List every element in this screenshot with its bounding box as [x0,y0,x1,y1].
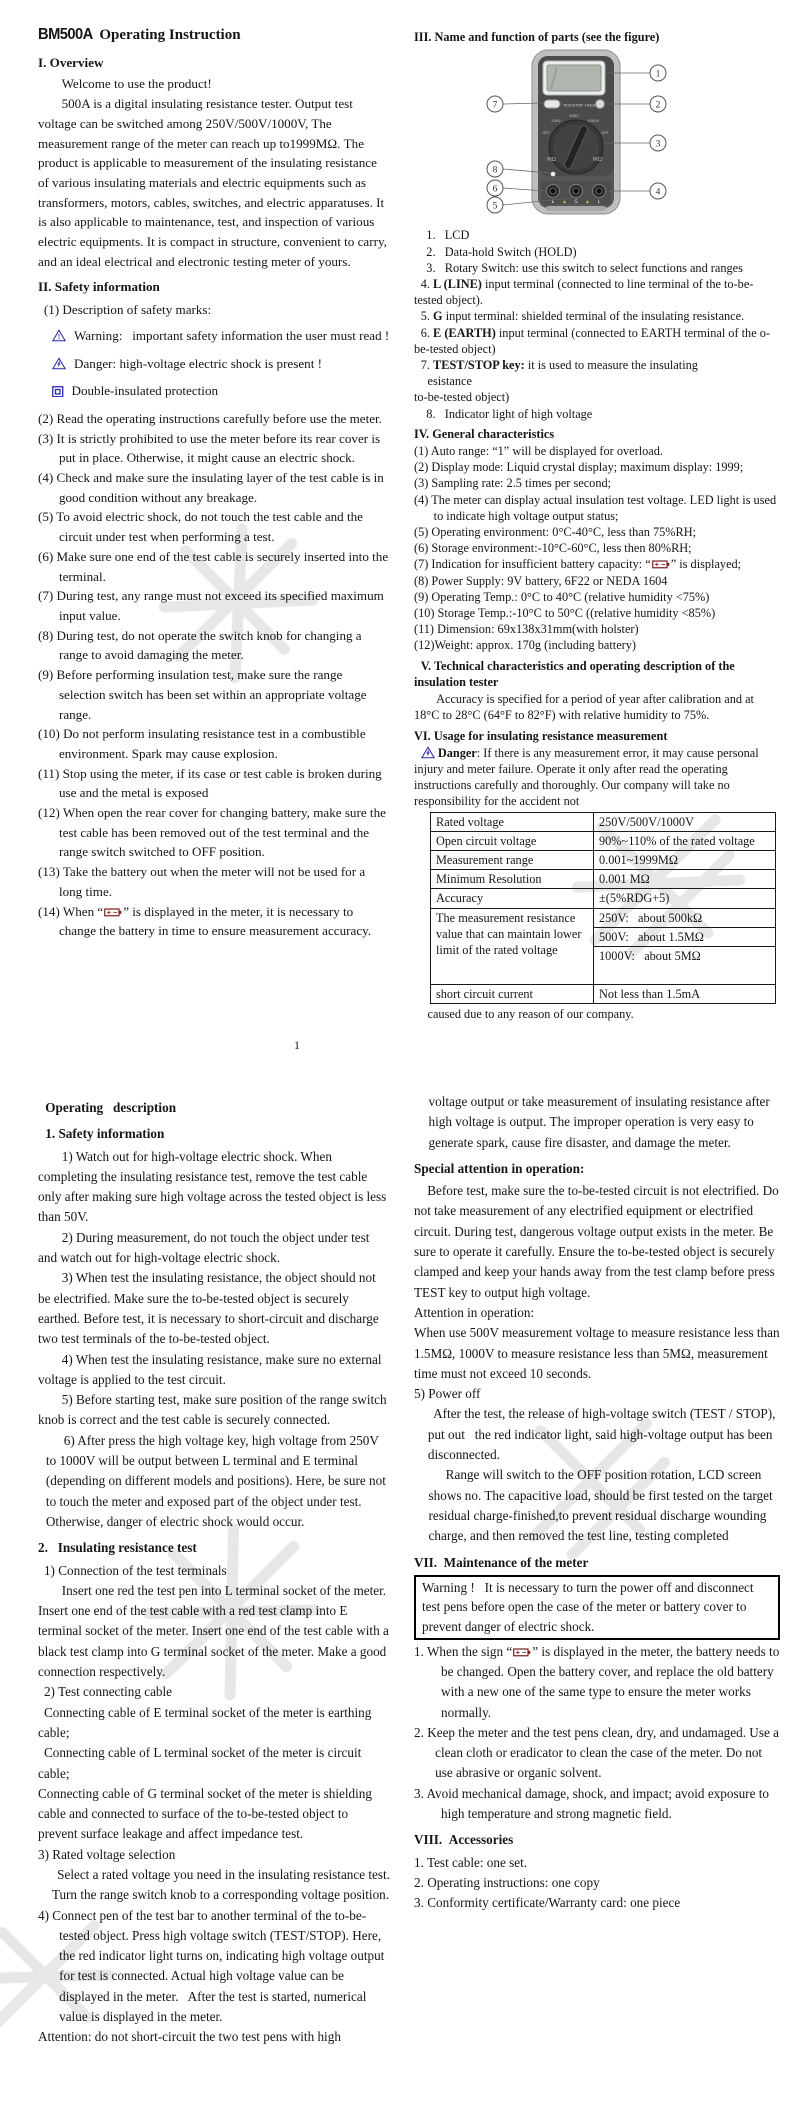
paragraph: (1) Auto range: “1” will be displayed for overload. [414,444,663,459]
table-row [431,889,776,908]
spec-key: Measurement range [431,850,594,869]
safety-item [52,381,390,403]
paragraph: 3) Rated voltage selection [38,1846,176,1862]
paragraph: caused due to any reason of our company. [427,1007,634,1022]
battery-low-icon [103,904,123,919]
paragraph: 1. Test cable: one set. [414,1854,528,1870]
spec-value: 250V/500V/1000V [594,812,776,831]
hv-indicator-light [551,172,556,177]
paragraph: (4) Check and make sure the insulating layer of the test cable is in good condition without any breakage. [38,470,384,505]
paragraph: When use 500V measurement voltage to measure resistance less than 1.5MΩ, 1000V to measure resistance less than 5MΩ, measurement time must not exceed 10 seconds. [414,1325,780,1381]
paragraph: (7) Indication for insufficient battery capacity: “ ” is displayed; [414,557,742,572]
section-heading: VIII. Accessories [414,1832,514,1848]
section-heading: Special attention in operation: [414,1160,585,1176]
paragraph: (11) Dimension: 69x138x31mm(with holster) [414,622,639,637]
paragraph: (10) Storage Temp.:-10°C to 50°C ((relative humidity <85%) [414,606,716,621]
svg-text:1000V: 1000V [586,118,600,124]
paragraph: 4. L (LINE) input terminal (connected to line terminal of the to-be-tested object). [414,277,754,308]
paragraph: (6) Make sure one end of the test cable is securely inserted into the terminal. [38,548,389,584]
meter-body [532,50,620,214]
warning-triangle-icon [52,328,66,348]
callout-1: 1 [655,69,661,80]
paragraph: 500A is a digital insulating resistance tester. Output test voltage can be switched among 250V/500V/1000V, The measurement range of the meter can reach up to1999MΩ. The product is applicable to measurement of the insulating resistance of various insulating materials and electric equipments such as transformers, motors, cables, switches, and electric apparatuses. It is also applicable to maintenance, test, and inspection of various electric equipments. It is compact in structure, convenient to carry, and an ideal electrical and electronic testing meter of yours. [38,96,387,269]
double-insulation-icon [52,383,64,403]
svg-text:MΩ: MΩ [547,157,556,164]
paragraph: 1. When the sign “ ” is displayed in the meter, the battery needs to be changed. Open the battery cover, and replace the old battery with a new one of the same type to ensure the meter works normally. [414,1643,780,1720]
paragraph: Connecting cable of G terminal socket of the meter is shielding cable and connected to surface of the to-be-tested object to prevent surface leakage and affect impedance test. [38,1785,372,1842]
callout-2: 2 [655,100,661,111]
svg-text:!: ! [57,331,61,341]
paragraph: 8. Indicator light of high voltage [426,406,593,421]
spec-key: Rated voltage [431,812,594,831]
safety-item [52,354,390,376]
insulation-tester-figure [426,48,726,220]
paragraph: Range will switch to the OFF position rotation, LCD screen shows no. The capacitive load, should be first tested on the target residual charge-finished,to prevent residual discharge wounding charge, and then removed the test line, testing completed [428,1467,773,1544]
paragraph: 7. TEST/STOP key: it is used to measure the insulating [420,358,698,373]
safety-item-text: Danger: high-voltage electric shock is present ! [74,355,322,371]
page2-left-column [38,1092,390,2048]
paragraph: Danger: If there is any measurement error, it may cause personal injury and meter failure. Operate it only after read the operating instructions carefully and thoroughly. Our company will take no responsibility for the accident not [414,745,759,809]
callout-8: 8 [492,165,498,176]
callout-7: 7 [492,100,498,111]
paragraph: 2. Data-hold Switch (HOLD) [426,244,577,259]
paragraph: Connecting cable of L terminal socket of the meter is circuit cable; [38,1745,362,1781]
paragraph: 3. Rotary Switch: use this switch to select functions and ranges [426,260,743,275]
svg-text:HOLD: HOLD [585,103,596,108]
paragraph: Connecting cable of E terminal socket of the meter is earthing cable; [38,1704,372,1740]
lcd-screen [547,65,601,91]
paragraph: voltage output or take measurement of insulating resistance after high voltage is output. The improper operation is very easy to generate spark, cause fire disaster, and damage the meter. [428,1094,770,1150]
paragraph: 2) During measurement, do not touch the object under test and watch out for high-voltage electric shock. [38,1229,370,1266]
spec-table [430,812,776,1005]
warning-triangle-mark: ▲ [563,198,566,204]
table-row [431,870,776,889]
paragraph: to-be-tested object) [414,390,510,405]
paragraph: (12)Weight: approx. 170g (including battery) [414,638,637,653]
paragraph: 6) After press the high voltage key, high voltage from 250V to 1000V will be output between L terminal and E terminal (depending on different models and positions). Here, be sure not to touch the meter and exposed part of the object under test. Otherwise, danger of electric shock would occur. [45,1432,386,1529]
paragraph: (5) Operating environment: 0°C-40°C, less than 75%RH; [414,525,697,540]
warning-triangle-mark: ▲ [586,198,589,204]
spec-value: ±(5%RDG+5) [594,889,776,908]
meter-figure [426,48,780,224]
section-heading: VII. Maintenance of the meter [414,1554,589,1570]
table-row [431,908,776,927]
paragraph: (13) Take the battery out when the meter will not be used for a long time. [38,864,366,899]
svg-text:TEST/STOP: TEST/STOP [563,103,583,108]
paragraph: 2. Operating instructions: one copy [414,1874,600,1890]
svg-text:MΩ: MΩ [593,157,602,164]
paragraph: (2) Display mode: Liquid crystal display; maximum display: 1999; [414,460,744,475]
spec-value: 500V: about 1.5MΩ [594,927,776,946]
table-row [431,985,776,1004]
paragraph: (5) To avoid electric shock, do not touch the test cable and the circuit under test when performing a test. [38,509,363,545]
paragraph: (3) Sampling rate: 2.5 times per second; [414,476,612,491]
paragraph: 5) Power off [414,1386,481,1402]
paragraph: 3. Avoid mechanical damage, shock, and impact; avoid exposure to high temperature and strong magnetic field. [414,1785,769,1821]
terminal-e [547,185,560,198]
doc-title: BM500A Operating Instruction [38,26,241,43]
spec-key: Minimum Resolution [431,870,594,889]
section-heading: I. Overview [38,54,104,70]
section-heading: 1. Safety information [45,1126,165,1142]
spec-key: short circuit current [431,985,594,1004]
spec-value: 250V: about 500kΩ [594,908,776,927]
section-heading: V. Technical characteristics and operating description of the insulation tester [414,658,735,689]
paragraph: Attention: do not short-circuit the two test pens with high [38,2029,341,2045]
paragraph: esistance [427,374,472,389]
paragraph: (9) Before performing insulation test, make sure the range selection switch has been set within an appropriate voltage range. [38,667,367,722]
paragraph: (11) Stop using the meter, if its case or test cable is broken during use and the metal is exposed [38,765,382,801]
safety-item-text: Double-insulated protection [71,383,219,399]
section-heading: II. Safety information [38,279,160,295]
hold-button [596,100,605,109]
paragraph: (9) Operating Temp.: 0°C to 40°C (relative humidity <75%) [414,589,710,604]
paragraph: (8) During test, do not operate the switch knob for changing a range to avoid damaging the meter. [38,627,362,663]
paragraph: (3) It is strictly prohibited to use the meter before its rear cover is put in place. Otherwise, it might cause an electric shock. [38,430,381,466]
spec-value: 1000V: about 5MΩ [594,946,776,984]
callout-3: 3 [655,139,661,150]
safety-item [52,326,390,348]
svg-text:500V: 500V [569,113,579,119]
spec-key-merged: The measurement resistance value that can maintain lower limit of the rated voltage [431,908,594,985]
spec-table-wrap [430,812,780,1005]
page-2 [0,1092,800,2048]
terminal-g [570,185,583,198]
page2-right-column [414,1092,780,2048]
paragraph: Select a rated voltage you need in the insulating resistance test. Turn the range switch knob to a corresponding voltage position. [51,1866,390,1903]
spec-value: 90%~110% of the rated voltage [594,831,776,850]
callout-6: 6 [492,184,498,195]
paragraph: 5. G input terminal: shielded terminal of the insulating resistance. [420,309,745,324]
paragraph: 1. LCD [426,228,470,243]
paragraph: Accuracy is specified for a period of year after calibration and at 18°C to 28°C (64°F to 82°F) with relative humidity to 75%. [414,692,754,723]
table-row [431,850,776,869]
paragraph: (14) When “ ” is displayed in the meter, it is necessary to change the battery in time to ensure measurement accuracy. [38,903,372,939]
paragraph: 3. Conformity certificate/Warranty card: one piece [414,1895,681,1911]
paragraph: 1) Connection of the test terminals [43,1562,227,1578]
paragraph: (1) Description of safety marks: [43,302,212,318]
table-row [431,831,776,850]
paragraph: (7) During test, any range must not exceed its specified maximum input value. [38,588,384,623]
warning-box: Warning ! It is necessary to turn the power off and disconnect test pens before open the case of the meter or battery cover to prevent danger of electric shock. [414,1575,780,1640]
paragraph: 3) When test the insulating resistance, the object should not be electrified. Make sure the to-be-tested object is securely earthed. Before test, it is necessary to short-circuit and discharge two test terminals of the to-be-tested object. [38,1270,379,1347]
page1-right-column [414,25,780,1023]
section-heading: III. Name and function of parts (see the figure) [414,30,660,44]
paragraph: (8) Power Supply: 9V battery, 6F22 or NEDA 1604 [414,573,668,588]
svg-text:OFF: OFF [601,130,609,136]
page1-left-column [38,25,390,1023]
spec-value: Not less than 1.5mA [594,985,776,1004]
spec-key: Open circuit voltage [431,831,594,850]
paragraph: Attention in operation: [414,1304,535,1320]
paragraph: 2. Keep the meter and the test pens clean, dry, and undamaged. Use a clean cloth or eradicator to clean the case of the meter. Do not use abrasive or organic solvent. [414,1724,779,1781]
test-stop-button [544,100,560,108]
paragraph: 6. E (EARTH) input terminal (connected to EARTH terminal of the o-be-tested object) [414,325,770,356]
section-heading: IV. General characteristics [414,426,555,441]
paragraph: (2) Read the operating instructions carefully before use the meter. [38,410,382,426]
battery-low-icon [651,557,671,571]
page-1 [0,25,800,1023]
terminal-l [593,185,606,198]
paragraph: Insert one red the test pen into L terminal socket of the meter. Insert one end of the test cable with a red test clamp into E terminal socket of the meter. Insert one end of the test cable with a black test clamp into G terminal socket of the meter. Make a good connection respectively. [38,1582,389,1680]
paragraph: (10) Do not perform insulating resistance test in a combustible environment. Spark may cause explosion. [38,726,366,761]
section-heading: 2. Insulating resistance test [38,1540,197,1556]
paragraph: Before test, make sure the to-be-tested circuit is not electrified. Do not take measurement of any electrified equipment or electrified circuit. During test, dangerous voltage output exists in the meter. Be sure to operate it carefully. Ensure the to-be-tested object is securely clamped and keep your hands away from the test clamp before press TEST key to output high voltage. [414,1183,779,1300]
table-row [431,812,776,831]
section-heading: VI. Usage for insulating resistance measurement [414,728,668,743]
svg-text:L: L [597,199,601,205]
paragraph: 4) Connect pen of the test bar to another terminal of the to-be-tested object. Press high voltage switch (TEST/STOP). Here, the red indicator light turns on, indicating high voltage output for test is connected. Actual high voltage value can be displayed in the meter. After the test is started, numerical value is displayed in the meter. [38,1907,385,2025]
spec-key: Accuracy [431,889,594,908]
paragraph: 2) Test connecting cable [43,1684,173,1700]
spec-value: 0.001 MΩ [594,870,776,889]
paragraph: Welcome to use the product! [61,76,212,92]
page-number: 1 [294,1038,300,1052]
callout-5: 5 [492,201,498,212]
paragraph: (12) When open the rear cover for changing battery, make sure the test cable has been removed out of the test terminal and the range switch switched to OFF position. [38,805,386,860]
danger-triangle-icon [52,356,66,376]
paragraph: 1) Watch out for high-voltage electric shock. When completing the insulating resistance test, remove the test cable only after making sure high voltage across the tested object is less than 50V. [38,1148,387,1225]
callout-4: 4 [655,187,661,198]
spec-value: 0.001~1999MΩ [594,850,776,869]
svg-text:G: G [574,199,578,205]
section-heading: Operating description [45,1100,177,1115]
paragraph: (4) The meter can display actual insulation test voltage. LED light is used to indicate high voltage output status; [414,492,777,523]
paragraph: 5) Before starting test, make sure position of the range switch knob is correct and the test cable is securely connected. [38,1392,387,1428]
svg-text:OFF: OFF [542,130,550,136]
svg-text:E: E [551,199,555,205]
paragraph: After the test, the release of high-voltage switch (TEST / STOP), put out the red indicator light, said high-voltage output has been disconnected. [427,1406,776,1463]
product-model: BM500A [38,26,93,43]
paragraph: (6) Storage environment:-10°C-60°C, less then 80%RH; [414,541,692,556]
safety-item-text: Warning: important safety information the user must read ! [74,327,390,343]
danger-triangle-icon [421,746,435,760]
paragraph: 4) When test the insulating resistance, make sure no external voltage is applied to the test circuit. [38,1351,382,1387]
battery-low-icon [512,1644,532,1659]
svg-text:250V: 250V [551,118,561,124]
